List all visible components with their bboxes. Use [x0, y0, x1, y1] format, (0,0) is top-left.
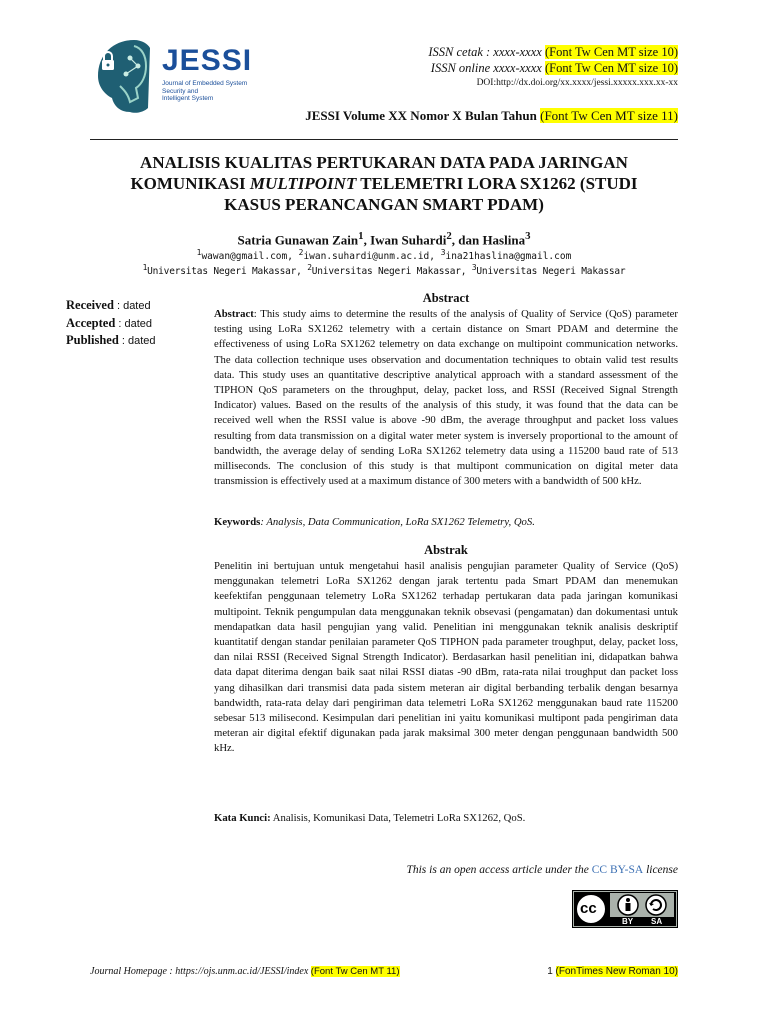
author-sup: 3: [525, 230, 531, 242]
article-dates: [66, 297, 156, 350]
badge-sa-text: SA: [651, 917, 663, 926]
logo-subtitle-line: Security and: [162, 87, 199, 95]
affiliation: Universitas Negeri Makassar,: [147, 266, 308, 278]
volume-line: [305, 108, 678, 124]
kata-kunci-label: Kata Kunci:: [214, 812, 271, 824]
abstract-heading: Abstract: [422, 291, 470, 305]
issn-block: [428, 44, 678, 90]
volume-text: JESSI Volume XX Nomor X Bulan Tahun: [305, 108, 537, 123]
published-value: : dated: [118, 335, 156, 347]
author-sep: ,: [363, 232, 371, 248]
title-italic: MULTIPOINT: [249, 174, 357, 193]
license-text: This is an open access article under the: [406, 864, 592, 876]
abstrak-text: Penelitin ini bertujuan untuk mengetahui hasil analisis pengujian parameter Quality of Service (QoS) menggunakan telemetri LoRa SX1262 dengan jarak tertentu pada Smart PDAM dan menemukan keefektifan penggunaan telemetry LoRa SX1262 terhadap pertukaran data pada jaringan komunikasi multipoint. Teknik pengumpulan data menggunakan teknik obsevasi (pengamatan) dan dokumentasi untuk mendapatkan data hasil pengujian yang valid. Penelitian ini menggunakan teknik analisis deskriptif kuantitatif dengan standar penilaian parameter QoS TIPHON pada parameter troughput, delay, packet loss, dan nilai RSSI (Received Signal Strength Indicator). Berdasarkan hasil penelitian ini, didapatkan bahwa data dapat diterima dengan baik saat nilai RSSI diatas -90 dBm, rata-rata nilai troughput dan packet loss yang dihasilkan dari transmisi data pada sistem meteran air digital berbanding terbalik dengan besarnya bandwidth, rata-rata delay dari pengiriman data telemetri LoRa SX1262 menggunakan baud rate 115200 sebesar 513 milisecond. Kesimpulan dari penelitian ini yaitu komunikasi multipont pada pengiriman data meteran air digital efektif digunakan pada jarak maksimal 300 meter dengan penggunaan bandwidth 500 kHz.: [214, 560, 678, 755]
footer-page: [547, 966, 678, 977]
email-sup: 1: [196, 248, 202, 257]
license-link[interactable]: CC BY-SA: [591, 864, 644, 876]
email-sup: 2: [298, 248, 304, 257]
title-part: TELEMETRI LORA SX1262 (STUDI KASUS PERANCANGAN SMART PDAM): [224, 174, 638, 214]
email: ina21haslina@gmail.com: [445, 251, 572, 263]
author-list: [100, 230, 668, 248]
paper-title: [100, 152, 668, 215]
abstrak-heading: Abstrak: [424, 543, 468, 557]
logo-wordmark: JESSI: [162, 44, 253, 77]
author-name: Iwan Suhardi: [370, 232, 447, 248]
author-emails: [100, 248, 668, 262]
abstract-body: : This study aims to determine the results of the analysis of Quality of Service (QoS) parameter testing using LoRa SX1262 telemetry with a certain distance on Smart PDAM and determine the effectiveness of using LoRa SX1262 telemetry on data exchange on multipoint communication networks. The data collection technique uses observation and documentation techniques to obtain valid test results data. This study uses an quantitative descriptive analytical approach with a standard assessment of the TIPHON QoS parameters on the throughput, delay, packet loss, and RSSI (Received Signal Strength Indicator) values. Based on the results of the analysis of this study, it was found that the data can be received well when the RSSI value is above -90 dBm, the average throughput and packet loss values resulting from data transmission on a digital water meter system is inversely proportional to the amount of bandwidth, the average delay of sending LoRa SX1262 telemetry data using a 115200 baud rate of 513 milliseconds. The conclusion of this study is that multipont communication on digital meter data transmission is effectively used at a maximum distance of 300 meters with a bandwidth of 500 kHz.: [214, 308, 678, 488]
affil-sup: 3: [471, 263, 477, 272]
doi: DOI:http://dx.doi.org/xx.xxxx/jessi.xxxxx.xxx.xx-xx: [476, 78, 678, 88]
abstract-lead: Abstract: [214, 308, 254, 320]
author-affiliations: [100, 263, 668, 277]
issn-online: ISSN online xxxx-xxxx: [430, 61, 542, 75]
affil-sup: 1: [142, 263, 148, 272]
email: wawan@gmail.com,: [201, 251, 299, 263]
author-name: Satria Gunawan Zain: [237, 232, 359, 248]
homepage-link[interactable]: Journal Homepage : https://ojs.unm.ac.id/JESSI/index: [90, 966, 309, 977]
title-part: ANALISIS KUALITAS PERTUKARAN DATA PADA JARINGAN KOMUNIKASI: [130, 153, 628, 193]
kata-kunci: [214, 812, 678, 824]
header-divider: [90, 139, 678, 140]
email-sup: 3: [440, 248, 446, 257]
keywords: [214, 516, 678, 528]
volume-note: (Font Tw Cen MT size 11): [540, 108, 678, 123]
received-value: : dated: [113, 300, 151, 312]
cc-by-sa-badge[interactable]: [572, 890, 678, 928]
published-label: Published: [66, 333, 119, 347]
author-sup: 1: [358, 230, 364, 242]
footer-homepage: [90, 966, 400, 977]
issn-print-note: (Font Tw Cen MT size 10): [544, 45, 678, 59]
affiliation: Universitas Negeri Makassar: [476, 266, 626, 278]
kata-kunci-text: Analisis, Komunikasi Data, Telemetri LoRa SX1262, QoS.: [270, 812, 526, 824]
author-sep: ,: [451, 232, 459, 248]
received-label: Received: [66, 298, 114, 312]
logo-subtitle-line: Intelligent System: [162, 95, 214, 102]
affiliation: Universitas Negeri Makassar,: [311, 266, 472, 278]
author-name: dan Haslina: [458, 232, 526, 248]
abstract-text: [214, 307, 678, 489]
page-number: 1: [547, 966, 553, 977]
page-note: (FonTimes New Roman 10): [555, 966, 678, 977]
keywords-label: Keywords: [214, 516, 261, 528]
author-sup: 2: [446, 230, 452, 242]
affil-sup: 2: [307, 263, 312, 272]
license-statement: [406, 864, 678, 876]
keywords-text: : Analysis, Data Communication, LoRa SX1262 Telemetry, QoS.: [260, 516, 535, 528]
license-text: license: [643, 864, 678, 876]
accepted-value: : dated: [115, 317, 152, 330]
email: iwan.suhardi@unm.ac.id,: [303, 251, 441, 263]
badge-by-text: BY: [622, 917, 634, 926]
issn-online-note: (Font Tw Cen MT size 10): [544, 61, 678, 75]
jessi-logo: [90, 36, 253, 116]
accepted-label: Accepted: [66, 315, 116, 330]
issn-print: ISSN cetak : xxxx-xxxx: [428, 45, 542, 59]
badge-cc-text: cc: [580, 900, 597, 917]
homepage-note: (Font Tw Cen MT 11): [310, 966, 400, 977]
logo-subtitle-line: Journal of Embedded System: [162, 80, 248, 87]
